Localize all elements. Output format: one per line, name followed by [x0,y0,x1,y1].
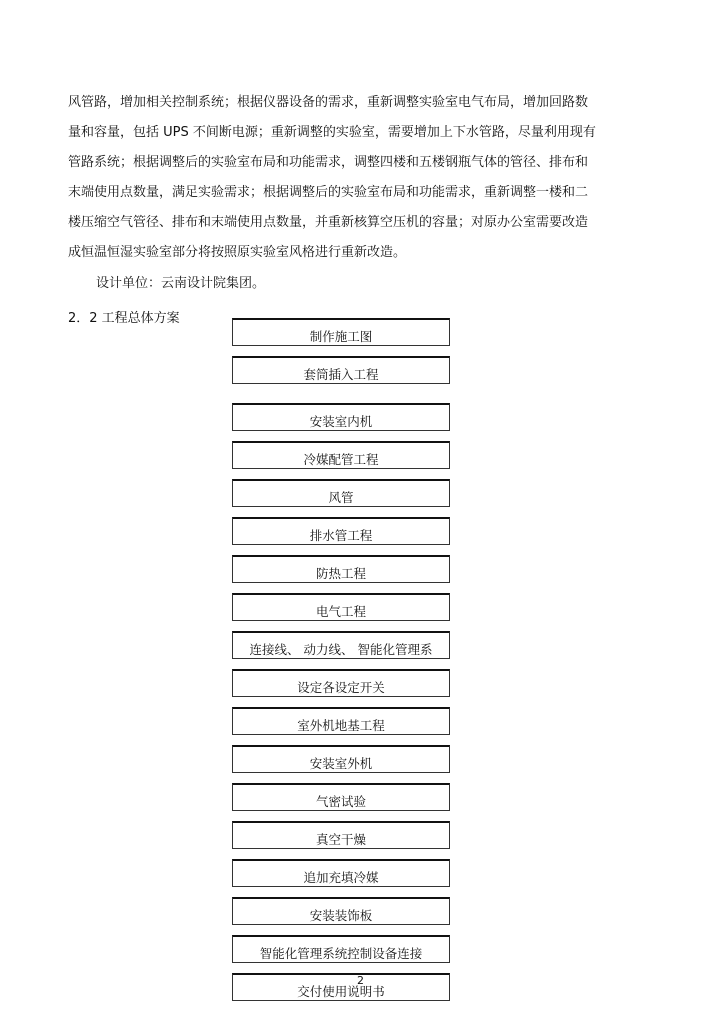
flow-step: 安装室外机 [232,745,450,773]
body-paragraph [68,88,668,268]
flow-step: 真空干燥 [232,821,450,849]
paragraph-line: 末端使用点数量，满足实验需求；根据调整后的实验室布局和功能需求，重新调整一楼和二 [68,185,589,200]
flow-step: 智能化管理系统控制设备连接 [232,935,450,963]
paragraph-line: 风管路，增加相关控制系统；根据仪器设备的需求，重新调整实验室电气布局，增加回路数 [68,95,589,110]
paragraph-line: 量和容量，包括 UPS 不间断电源；重新调整的实验室，需要增加上下水管路，尽量利用现有 [68,125,596,140]
flow-step: 气密试验 [232,783,450,811]
design-unit-text: 设计单位：云南设计院集团。 [96,276,266,291]
flow-step: 连接线、 动力线、 智能化管理系 [232,631,450,659]
flow-step: 制作施工图 [232,318,450,346]
flow-step: 设定各设定开关 [232,669,450,697]
flow-step: 电气工程 [232,593,450,621]
flow-step: 排水管工程 [232,517,450,545]
flow-step: 套筒插入工程 [232,356,450,384]
flow-step: 防热工程 [232,555,450,583]
paragraph-line: 成恒温恒湿实验室部分将按照原实验室风格进行重新改造。 [68,245,407,260]
paragraph-line: 楼压缩空气管径、排布和末端使用点数量，并重新核算空压机的容量；对原办公室需要改造 [68,215,589,230]
flow-step: 交付使用说明书 [232,973,450,1001]
flow-step: 冷媒配管工程 [232,441,450,469]
flow-step: 室外机地基工程 [232,707,450,735]
flow-step: 追加充填冷媒 [232,859,450,887]
flow-step: 风管 [232,479,450,507]
section-heading: 2．2 工程总体方案 [68,311,180,326]
page-number: 2 [357,974,364,987]
paragraph-line: 管路系统；根据调整后的实验室布局和功能需求，调整四楼和五楼钢瓶气体的管径、排布和 [68,155,589,170]
flow-step: 安装装饰板 [232,897,450,925]
flow-step: 安装室内机 [232,403,450,431]
